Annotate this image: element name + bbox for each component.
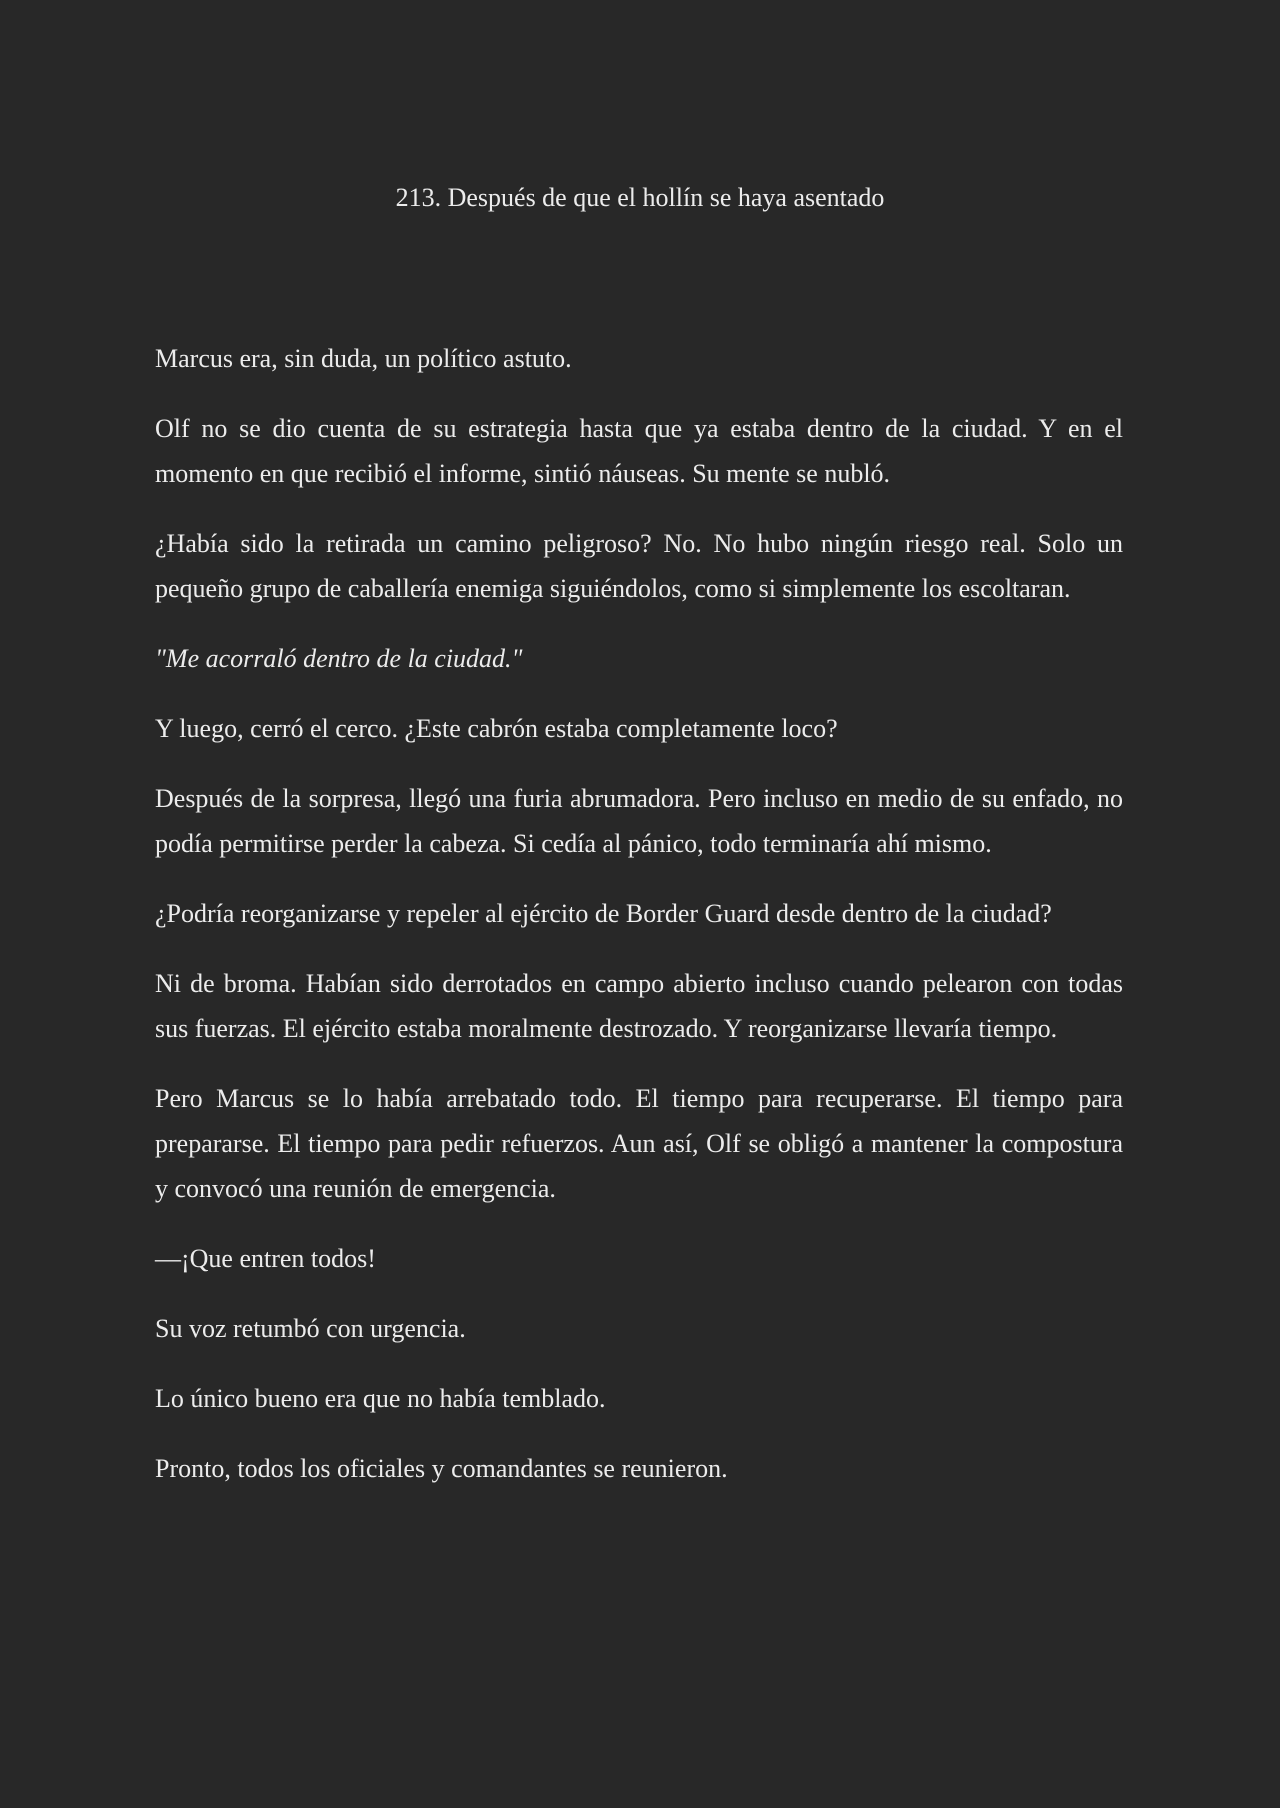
paragraph: Marcus era, sin duda, un político astuto.: [155, 344, 572, 373]
paragraph-dialogue: —¡Que entren todos!: [155, 1244, 376, 1273]
chapter-title: 213. Después de que el hollín se haya asentado: [395, 183, 885, 212]
paragraph: Su voz retumbó con urgencia.: [155, 1314, 466, 1343]
paragraph: Pronto, todos los oficiales y comandantes se reunieron.: [155, 1454, 728, 1483]
paragraph: Ni de broma. Habían sido derrotados en campo abierto incluso cuando pelearon con todas sus fuerzas. El ejército estaba moralmente destrozado. Y reorganizarse llevaría tiempo.: [155, 969, 1123, 1043]
paragraph-italic-thought: "Me acorraló dentro de la ciudad.": [155, 644, 523, 673]
paragraph: Olf no se dio cuenta de su estrategia hasta que ya estaba dentro de la ciudad. Y en el momento en que recibió el informe, sintió náuseas. Su mente se nubló.: [155, 414, 1123, 488]
paragraph: Después de la sorpresa, llegó una furia abrumadora. Pero incluso en medio de su enfado, no podía permitirse perder la cabeza. Si cedía al pánico, todo terminaría ahí mismo.: [155, 784, 1123, 858]
paragraph: ¿Podría reorganizarse y repeler al ejército de Border Guard desde dentro de la ciudad?: [155, 899, 1052, 928]
paragraph: Pero Marcus se lo había arrebatado todo. El tiempo para recuperarse. El tiempo para prepararse. El tiempo para pedir refuerzos. Aun así, Olf se obligó a mantener la compostura y convocó una reunión de emergencia.: [155, 1084, 1123, 1203]
paragraph: Y luego, cerró el cerco. ¿Este cabrón estaba completamente loco?: [155, 714, 838, 743]
chapter-body: [155, 336, 1123, 1516]
paragraph: Lo único bueno era que no había temblado.: [155, 1384, 606, 1413]
paragraph: ¿Había sido la retirada un camino peligroso? No. No hubo ningún riesgo real. Solo un pequeño grupo de caballería enemiga siguiéndolos, como si simplemente los escoltaran.: [155, 529, 1123, 603]
